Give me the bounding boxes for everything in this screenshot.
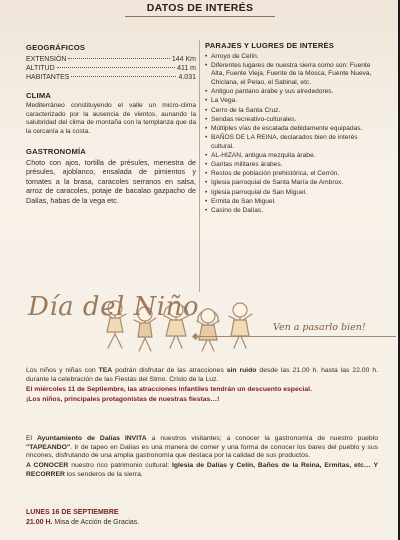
event-name: Misa de Acción de Gracias. xyxy=(54,519,140,526)
programa-event-row xyxy=(26,518,378,528)
list-item: • La Vega. xyxy=(205,97,375,106)
dot-leader xyxy=(68,58,169,59)
geo-label: EXTENSIÓN xyxy=(26,55,67,63)
text-run: Los niños y niñas con xyxy=(26,367,99,374)
invita-section xyxy=(26,435,378,479)
list-item: • Sendas recreativo-culturales. xyxy=(205,116,375,125)
left-column xyxy=(26,44,196,215)
text-run: podrán disfrutar de las atracciones xyxy=(112,367,227,374)
text-run: desde las 21.00 h. hasta las 22.00 h. durante la celebración de las Fiestas del Stmo. Cristo de la Luz. xyxy=(26,367,378,383)
list-item: • Cerro de la Santa Cruz. xyxy=(205,107,375,116)
column-divider xyxy=(199,40,200,292)
title-underline xyxy=(125,16,275,17)
clima-section xyxy=(26,92,196,137)
page-title: DATOS DE INTERÉS xyxy=(146,2,254,14)
dot-leader xyxy=(57,67,175,68)
clima-heading: CLIMA xyxy=(26,90,52,100)
geo-value: 4.031 xyxy=(178,73,196,81)
sin-ruido-label: sin ruido xyxy=(226,367,257,374)
list-item: • Múltiples vías de escalada debidamente equipadas. xyxy=(205,125,375,134)
right-column xyxy=(205,42,375,216)
tea-paragraph xyxy=(26,367,378,384)
protagonists-line: ¡Los niños, principales protagonistas de nuestras fiestas…! xyxy=(26,395,220,403)
list-item: • Antiguo pantano árabe y sus alrededores. xyxy=(205,88,375,97)
geo-row-altitud xyxy=(26,64,196,73)
patrimonio-list: Iglesia de Dalías y Celín, Baños de la Reina, Ermitas, etc… Y RECORRER xyxy=(26,462,378,478)
text-run: los senderos de la sierra. xyxy=(64,470,143,478)
text-run: . Ir de tapeo en Dalías es una manera de comer y una forma de conocer los bares del pueblo y sus rincones, disfrutando de una amplia gastronomía que destaca por la calidad de sus productos. xyxy=(26,443,378,459)
gastronomia-text: Choto con ajos, tortilla de présules, menestra de présules, ajoblanco, ensalada de pimientos y tomates a la brasa, caracoles serranos en salsa, arroz de caracoles, potaje de bacalao gazpacho de Dalías, habas de la vega etc. xyxy=(26,157,196,205)
parajes-list xyxy=(205,53,375,216)
programa-section xyxy=(26,508,378,528)
event-time: 21.00 H. xyxy=(26,519,53,526)
list-item: • Garitas militares árabes. xyxy=(205,161,375,170)
list-item: • AL-HIZAN, antigua mezquita árabe. xyxy=(205,152,375,161)
geo-value: 411 m xyxy=(177,64,196,72)
geo-row-extension xyxy=(26,55,196,64)
parajes-heading: PARAJES Y LUGRES DE INTERÉS xyxy=(205,41,335,50)
geo-row-habitantes xyxy=(26,73,196,82)
slogan-rule xyxy=(196,336,396,337)
programa-day: LUNES 16 DE SEPTIEMBRE xyxy=(26,509,119,516)
list-item: • Restos de población prehistórica, el Cerrón. xyxy=(205,170,375,179)
list-item: • Iglesia parroquial de Santa María de Ambrox. xyxy=(205,179,375,188)
gastronomia-section xyxy=(26,147,196,205)
geo-label: ALTITUD xyxy=(26,64,55,72)
tapeando-label: "TAPEANDO" xyxy=(26,443,71,451)
geograficos-heading: GEOGRÁFICOS xyxy=(26,43,86,52)
text-run: nuestro rico patrimonio cultural: xyxy=(68,462,172,469)
list-item: • Casino de Dalías. xyxy=(205,207,375,216)
text-run: El xyxy=(26,435,37,442)
clima-text: Mediterráneo constituyendo el valle un micro-clima caracterizado por la ausencia de vientos, aunando la salubridad del clima de montaña con la templanza que da la cercanía a la costa. xyxy=(26,102,196,135)
gastronomia-heading: GASTRONOMÍA xyxy=(26,146,86,156)
nino-info xyxy=(26,367,378,404)
a-conocer-label: A CONOCER xyxy=(26,462,69,469)
list-item: • Arroyo de Celín. xyxy=(205,53,375,62)
dia-del-nino-title: Día del Niño xyxy=(28,292,200,322)
ayuntamiento-invita: Ayuntamiento de Dalías INVITA xyxy=(37,435,147,442)
list-item: • Iglesia parroquial de San Miguel. xyxy=(205,189,375,198)
conocer-paragraph xyxy=(26,462,378,479)
text-run: a nuestros visitantes; a conocer la gastronomía de nuestro pueblo xyxy=(146,435,378,442)
dot-leader xyxy=(71,76,176,77)
slogan: Ven a pasarlo bien! xyxy=(270,322,369,333)
geograficos-section xyxy=(26,44,196,82)
discount-notice: El miércoles 11 de Septiembre, las atracciones infantiles tendrán un descuento especial. xyxy=(26,385,312,393)
list-item: • Ermita de San Miguel. xyxy=(205,198,375,207)
geo-label: HABITANTES xyxy=(26,73,70,81)
list-item: • BAÑOS DE LA REINA, declarados bien de interés cultural. xyxy=(205,134,375,151)
geo-value: 144 Km xyxy=(171,55,196,63)
tea-label: TEA xyxy=(98,367,113,374)
list-item: • Diferentes lugares de nuestra sierra como son: Fuente Alta, Fuente Vieja, Fuente de la Mosca, Fuente Nueva, Chiclana, el Pelao, el Sabinal, etc. xyxy=(205,62,375,88)
invita-paragraph xyxy=(26,435,378,461)
